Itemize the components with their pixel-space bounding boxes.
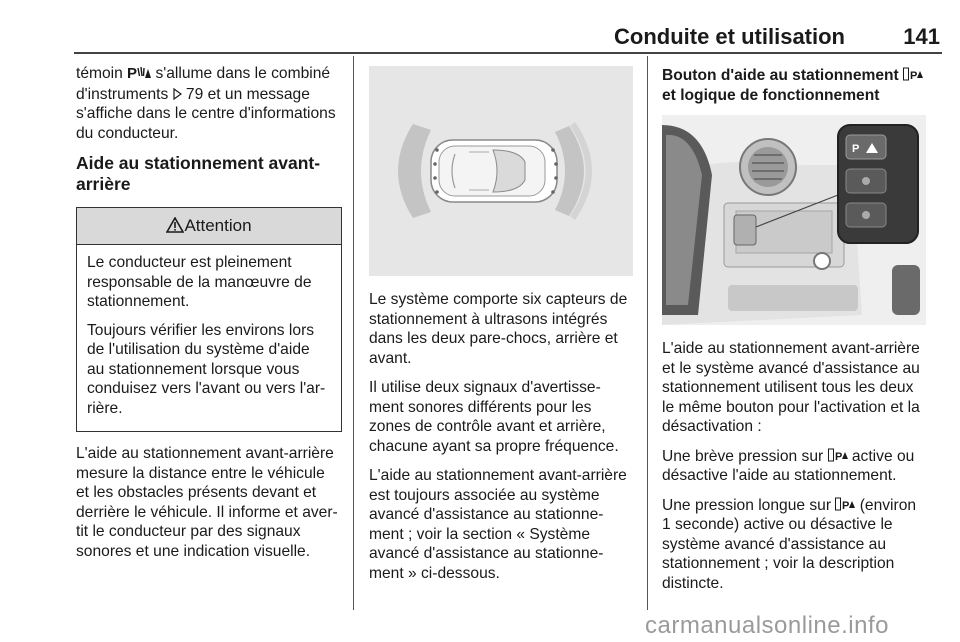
section-heading: Bouton d'aide au stationnement P et logique de fonctionnement (662, 66, 926, 105)
header-divider (74, 52, 942, 54)
svg-text:P: P (127, 65, 138, 79)
svg-text:P: P (852, 143, 860, 155)
paragraph-2: Il utilise deux signaux d'avertisse-ment sonores différents pour les zones de contrôle avant et arrière, chacune ayant sa propre fréquence. (369, 379, 619, 455)
attention-paragraph-2: Toujours vérifier les environs lors de l'utilisation du système d'aide au stationnement lorsque vous conduisez vers l'avant ou vers l'ar-rière. (87, 321, 326, 417)
paragraph-1: L'aide au stationnement avant-arrière et le système avancé d'assistance au stationnement utilisent tous les deux le même bouton pour l'activation et la désactivation : (662, 340, 920, 435)
attention-paragraph-1: Le conducteur est pleinement responsable de la manœuvre de stationnement. (87, 254, 312, 310)
page-number: 141 (903, 24, 940, 49)
column-1 (76, 64, 342, 571)
attention-box (76, 207, 342, 432)
column-3 (662, 66, 926, 603)
park-assist-button-icon (828, 448, 848, 465)
park-assist-button-icon (835, 497, 855, 514)
paragraph-3: L'aide au stationnement avant-arrière est toujours associée au système avancé d'assistance au stationne-ment ; voir la section « Système avancé d'assistance au stationne-ment » ci-dessous. (369, 467, 627, 582)
attention-header (77, 208, 341, 245)
park-assist-warning-icon (127, 66, 151, 82)
car-top-view-sensor-zones-icon (369, 66, 633, 276)
column-2 (369, 66, 633, 593)
warning-triangle-icon (166, 216, 184, 235)
paragraph-2: Une brève pression sur P active ou désactive l'aide au stationnement. (662, 447, 915, 484)
watermark[interactable]: carmanualsonline.info (645, 612, 889, 639)
page-title: Conduite et utilisation (614, 24, 845, 49)
paragraph-1: Le système comporte six capteurs de stationnement à ultrasons intégrés dans les deux pare-chocs, arrière et avant. (369, 291, 628, 367)
svg-text:P: P (842, 499, 850, 511)
page-reference-triangle-icon (173, 86, 182, 103)
park-assist-button-icon (903, 67, 923, 84)
paragraph-3: Une pression longue sur P (environ 1 seconde) active ou désactive le système avancé d'assistance au stationnement ; voir la description distincte. (662, 496, 917, 592)
intro-paragraph: témoin P s'allume dans le combiné d'instruments 79 et un message s'affiche dans le centre d'informations du conducteur. (76, 65, 336, 142)
attention-title: Attention (184, 216, 252, 235)
body-paragraph: L'aide au stationnement avant-arrière mesure la distance entre le véhicule et les obstacles présents devant et derrière le véhicule. Il informe et aver-tit le conducteur par des signaux sonores et une indication visuelle. (76, 445, 338, 560)
dashboard-park-assist-button-icon (662, 115, 926, 325)
section-heading: Aide au stationnement avant- arrière (76, 153, 321, 194)
column-divider-left (353, 56, 354, 610)
attention-body (77, 245, 341, 431)
svg-text:P: P (834, 450, 842, 462)
svg-text:P: P (910, 70, 918, 81)
column-divider-right (647, 56, 648, 610)
